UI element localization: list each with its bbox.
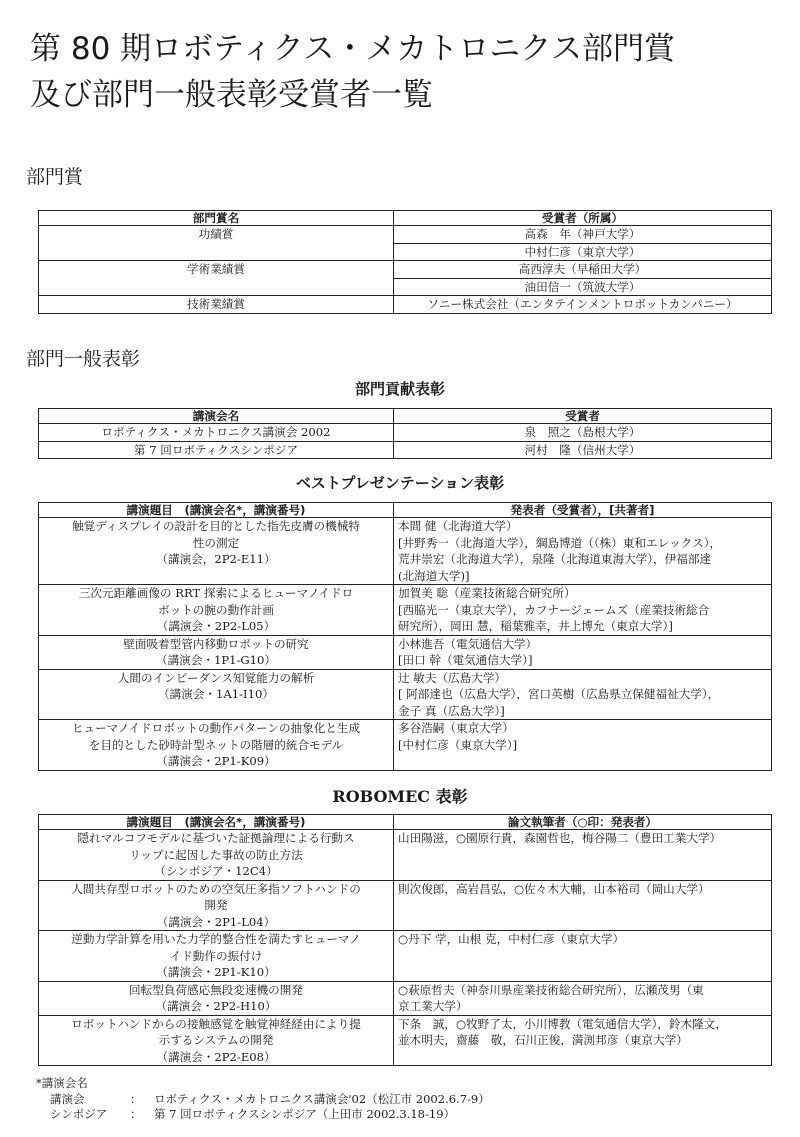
- talk-ref: （講演会・2P2-L05）: [156, 619, 276, 633]
- talk-title-line: 触覚ディスプレイの設計を目的とした指先皮膚の機械特: [72, 519, 360, 533]
- talk-ref: （講演会・2P2-H10）: [155, 999, 277, 1013]
- talk-title-line: 壁面吸着型管内移動ロボットの研究: [123, 636, 309, 651]
- talk-title-line: イド動作の振付け: [169, 948, 263, 963]
- presenter-line: 小林進吾（電気通信大学）: [398, 636, 538, 651]
- authors-line: 並木明夫，齋藤 敬，石川正俊，満渕邦彦（東京大学）: [398, 1033, 688, 1047]
- award-winner: 油田信一（筑波大学）: [524, 279, 641, 294]
- talk-ref: （講演会・1P1-G10）: [155, 653, 277, 667]
- authors-line: 則次俊郎，高岩昌弘，○佐々木大輔，山本裕司（岡山大学）: [398, 881, 710, 896]
- table-row: [39, 635, 772, 669]
- column-header-title: 講演題目 (講演会名*，講演番号): [39, 815, 394, 830]
- talk-cell: [39, 931, 394, 982]
- talk-cell: [39, 830, 394, 881]
- talk-title-line: を目的とした砂時計型ネットの階層的統合モデル: [88, 737, 344, 752]
- column-header-event: 講演会名: [39, 409, 394, 424]
- award-winner: 高森 年（神戸大学）: [394, 226, 771, 244]
- footnote-key: シンポジア: [50, 1107, 108, 1121]
- footnote-heading: *講演会名: [36, 1076, 88, 1090]
- presenter-line: 荒井崇宏（北海道大学），泉隆（北海道東海大学），伊福部達: [398, 552, 712, 566]
- talk-title-line: 回転型負荷感応無段変速機の開発: [129, 982, 303, 997]
- table-row: [39, 585, 772, 636]
- column-header-title: 講演題目 (講演会名*，講演番号): [39, 503, 394, 518]
- talk-title-line: 人間共存型ロボットのための空気圧多指ソフトハンドの: [71, 881, 361, 896]
- robomec-table: [38, 814, 772, 1066]
- talk-ref: （講演会・1A1-I10）: [158, 687, 274, 701]
- authors-line: 下条 誠，○牧野了太，小川博教（電気通信大学），鈴木隆文，: [398, 1016, 727, 1031]
- talk-title-line: 開発: [204, 898, 228, 912]
- best-presentation-table: [38, 502, 772, 771]
- talk-ref: （講演会・2P1-K10）: [156, 965, 276, 979]
- presenter-cell: [394, 669, 772, 720]
- presenter-line: 辻 敏夫（広島大学）: [398, 670, 507, 685]
- talk-title-line: 隠れマルコフモデルに基づいた証拠論理による行動ス: [77, 831, 355, 845]
- presenter-line: [西脇光一（東京大学），カフナージェームズ（産業技術総合: [398, 602, 710, 617]
- footnote: [36, 1076, 490, 1123]
- talk-ref: （講演会・2P1-L04）: [156, 914, 276, 929]
- talk-cell: [39, 518, 394, 585]
- talk-ref: （シンポジア・12C4）: [154, 864, 278, 878]
- footnote-item: [36, 1107, 490, 1123]
- presenter-line: 研究所），岡田 慧，稲葉雅幸，井上博允（東京大学）]: [398, 619, 673, 633]
- table-row: [39, 880, 772, 931]
- award-winner: ソニー株式会社（エンタテインメントロボットカンパニー）: [394, 296, 772, 314]
- section-heading-general: 部門一般表彰: [26, 348, 141, 370]
- presenter-line: [田口 幹（電気通信大学）]: [398, 653, 533, 667]
- page-title-line-2: 及び部門一般表彰受賞者一覧: [30, 77, 433, 113]
- presenter-cell: [394, 720, 772, 771]
- column-header-authors: 論文執筆者（○印：発表者）: [394, 815, 772, 830]
- page-title-line-1: 第 80 期ロボティクス・メカトロニクス部門賞: [30, 31, 676, 67]
- authors-cell: [394, 830, 772, 881]
- division-award-table: [38, 210, 772, 314]
- footnote-item: [36, 1092, 490, 1108]
- authors-line: 山田陽滋，○園原行貴，森園哲也，梅谷陽二（豊田工業大学）: [398, 831, 722, 845]
- presenter-line: [井野秀一（北海道大学），綱島博道（（株）東和エレックス），: [398, 535, 722, 550]
- talk-title-line: 人間のインピーダンス知覚能力の解析: [117, 670, 315, 685]
- column-header-winner: 受賞者（所属）: [394, 211, 772, 226]
- talk-cell: [39, 981, 394, 1015]
- table-row: [39, 830, 772, 881]
- presenter-cell: [394, 635, 772, 669]
- footnote-key: 講演会: [50, 1091, 85, 1106]
- authors-cell: [394, 981, 772, 1015]
- talk-cell: [39, 669, 394, 720]
- talk-ref: （講演会・2P2-E08）: [156, 1049, 276, 1064]
- subsection-heading-best-presentation: ベストプレゼンテーション表彰: [295, 474, 505, 492]
- talk-ref: （講演会，2P2-E11）: [156, 552, 276, 566]
- presenter-line: [ 阿部達也（広島大学），宮口英樹（広島県立保健福祉大学），: [398, 687, 720, 701]
- authors-cell: [394, 1015, 772, 1066]
- table-row: [39, 1015, 772, 1066]
- presenter-cell: [394, 585, 772, 636]
- authors-line: 京工業大学）: [398, 999, 468, 1013]
- presenter-line: 金子 真（広島大学）]: [398, 703, 505, 718]
- winner-name: 泉 照之（島根大学）: [394, 424, 772, 442]
- table-row: [39, 720, 772, 771]
- presenter-line: (北海道大学)]: [398, 568, 470, 583]
- winner-name: 河村 隆（信州大学）: [394, 441, 772, 459]
- table-row: [39, 981, 772, 1015]
- event-name: 第 7 回ロボティクスシンポジア: [39, 441, 394, 459]
- column-header-presenter: 発表者（受賞者），[共著者]: [394, 503, 772, 518]
- talk-title-line: 逆動力学計算を用いた力学的整合性を満たすヒューマノ: [71, 932, 361, 946]
- talk-cell: [39, 1015, 394, 1066]
- talk-cell: [39, 585, 394, 636]
- talk-cell: [39, 720, 394, 771]
- authors-cell: [394, 880, 772, 931]
- authors-line: ○萩原哲夫（神奈川県産業技術総合研究所），広瀬茂男（東: [398, 982, 704, 997]
- talk-title-line: ヒューマノイドロボットの動作パターンの抽象化と生成: [71, 721, 361, 735]
- award-name: 功績賞: [39, 226, 394, 261]
- event-name: ロボティクス・メカトロニクス講演会 2002: [39, 424, 394, 442]
- authors-cell: [394, 931, 772, 982]
- award-winner: 中村仁彦（東京大学）: [524, 244, 641, 259]
- presenter-line: 多谷浩嗣（東京大学）: [398, 721, 514, 735]
- presenter-line: 本間 健（北海道大学）: [398, 519, 518, 533]
- authors-line: ○丹下 学，山根 克，中村仁彦（東京大学）: [398, 932, 625, 946]
- subsection-heading-contribution: 部門貢献表彰: [354, 380, 445, 398]
- presenter-cell: [394, 518, 772, 585]
- award-winners: [394, 261, 772, 296]
- award-winner: 高西淳夫（早稲田大学）: [394, 261, 771, 279]
- talk-title-line: リップに起因した事故の防止方法: [129, 847, 303, 862]
- footnote-separator: ：: [130, 1091, 142, 1106]
- subsection-heading-robomec: ROBOMEC 表彰: [332, 787, 468, 806]
- footnote-separator: ：: [130, 1107, 142, 1121]
- page-title: [30, 26, 780, 118]
- talk-title-line: 性の測定: [192, 535, 240, 550]
- footnote-value: 第 7 回ロボティクスシンポジア（上田市 2002.3.18-19）: [154, 1107, 456, 1121]
- talk-title-line: 三次元距離画像の RRT 探索によるヒューマノイドロ: [78, 586, 354, 600]
- table-row: [39, 518, 772, 585]
- column-header-winner: 受賞者: [394, 409, 772, 424]
- award-winners: [394, 226, 772, 261]
- talk-title-line: ボットの腕の動作計画: [158, 602, 274, 617]
- talk-title-line: ロボットハンドからの接触感覚を触覚神経経由により提: [71, 1016, 361, 1031]
- presenter-line: [中村仁彦（東京大学）]: [398, 737, 518, 752]
- column-header-award: 部門賞名: [39, 211, 394, 226]
- talk-cell: [39, 880, 394, 931]
- talk-title-line: 示するシステムの開発: [158, 1033, 274, 1047]
- presenter-line: 加賀美 聡（産業技術総合研究所）: [398, 586, 576, 600]
- talk-ref: （講演会・2P1-K09）: [156, 754, 276, 768]
- table-row: [39, 931, 772, 982]
- table-row: [39, 669, 772, 720]
- award-name: 学術業績賞: [39, 261, 394, 296]
- section-heading-division-award: 部門賞: [26, 166, 84, 188]
- talk-cell: [39, 635, 394, 669]
- footnote-value: ロボティクス・メカトロニクス講演会'02（松江市 2002.6.7-9）: [154, 1091, 490, 1106]
- award-name: 技術業績賞: [39, 296, 394, 314]
- contribution-table: [38, 408, 772, 459]
